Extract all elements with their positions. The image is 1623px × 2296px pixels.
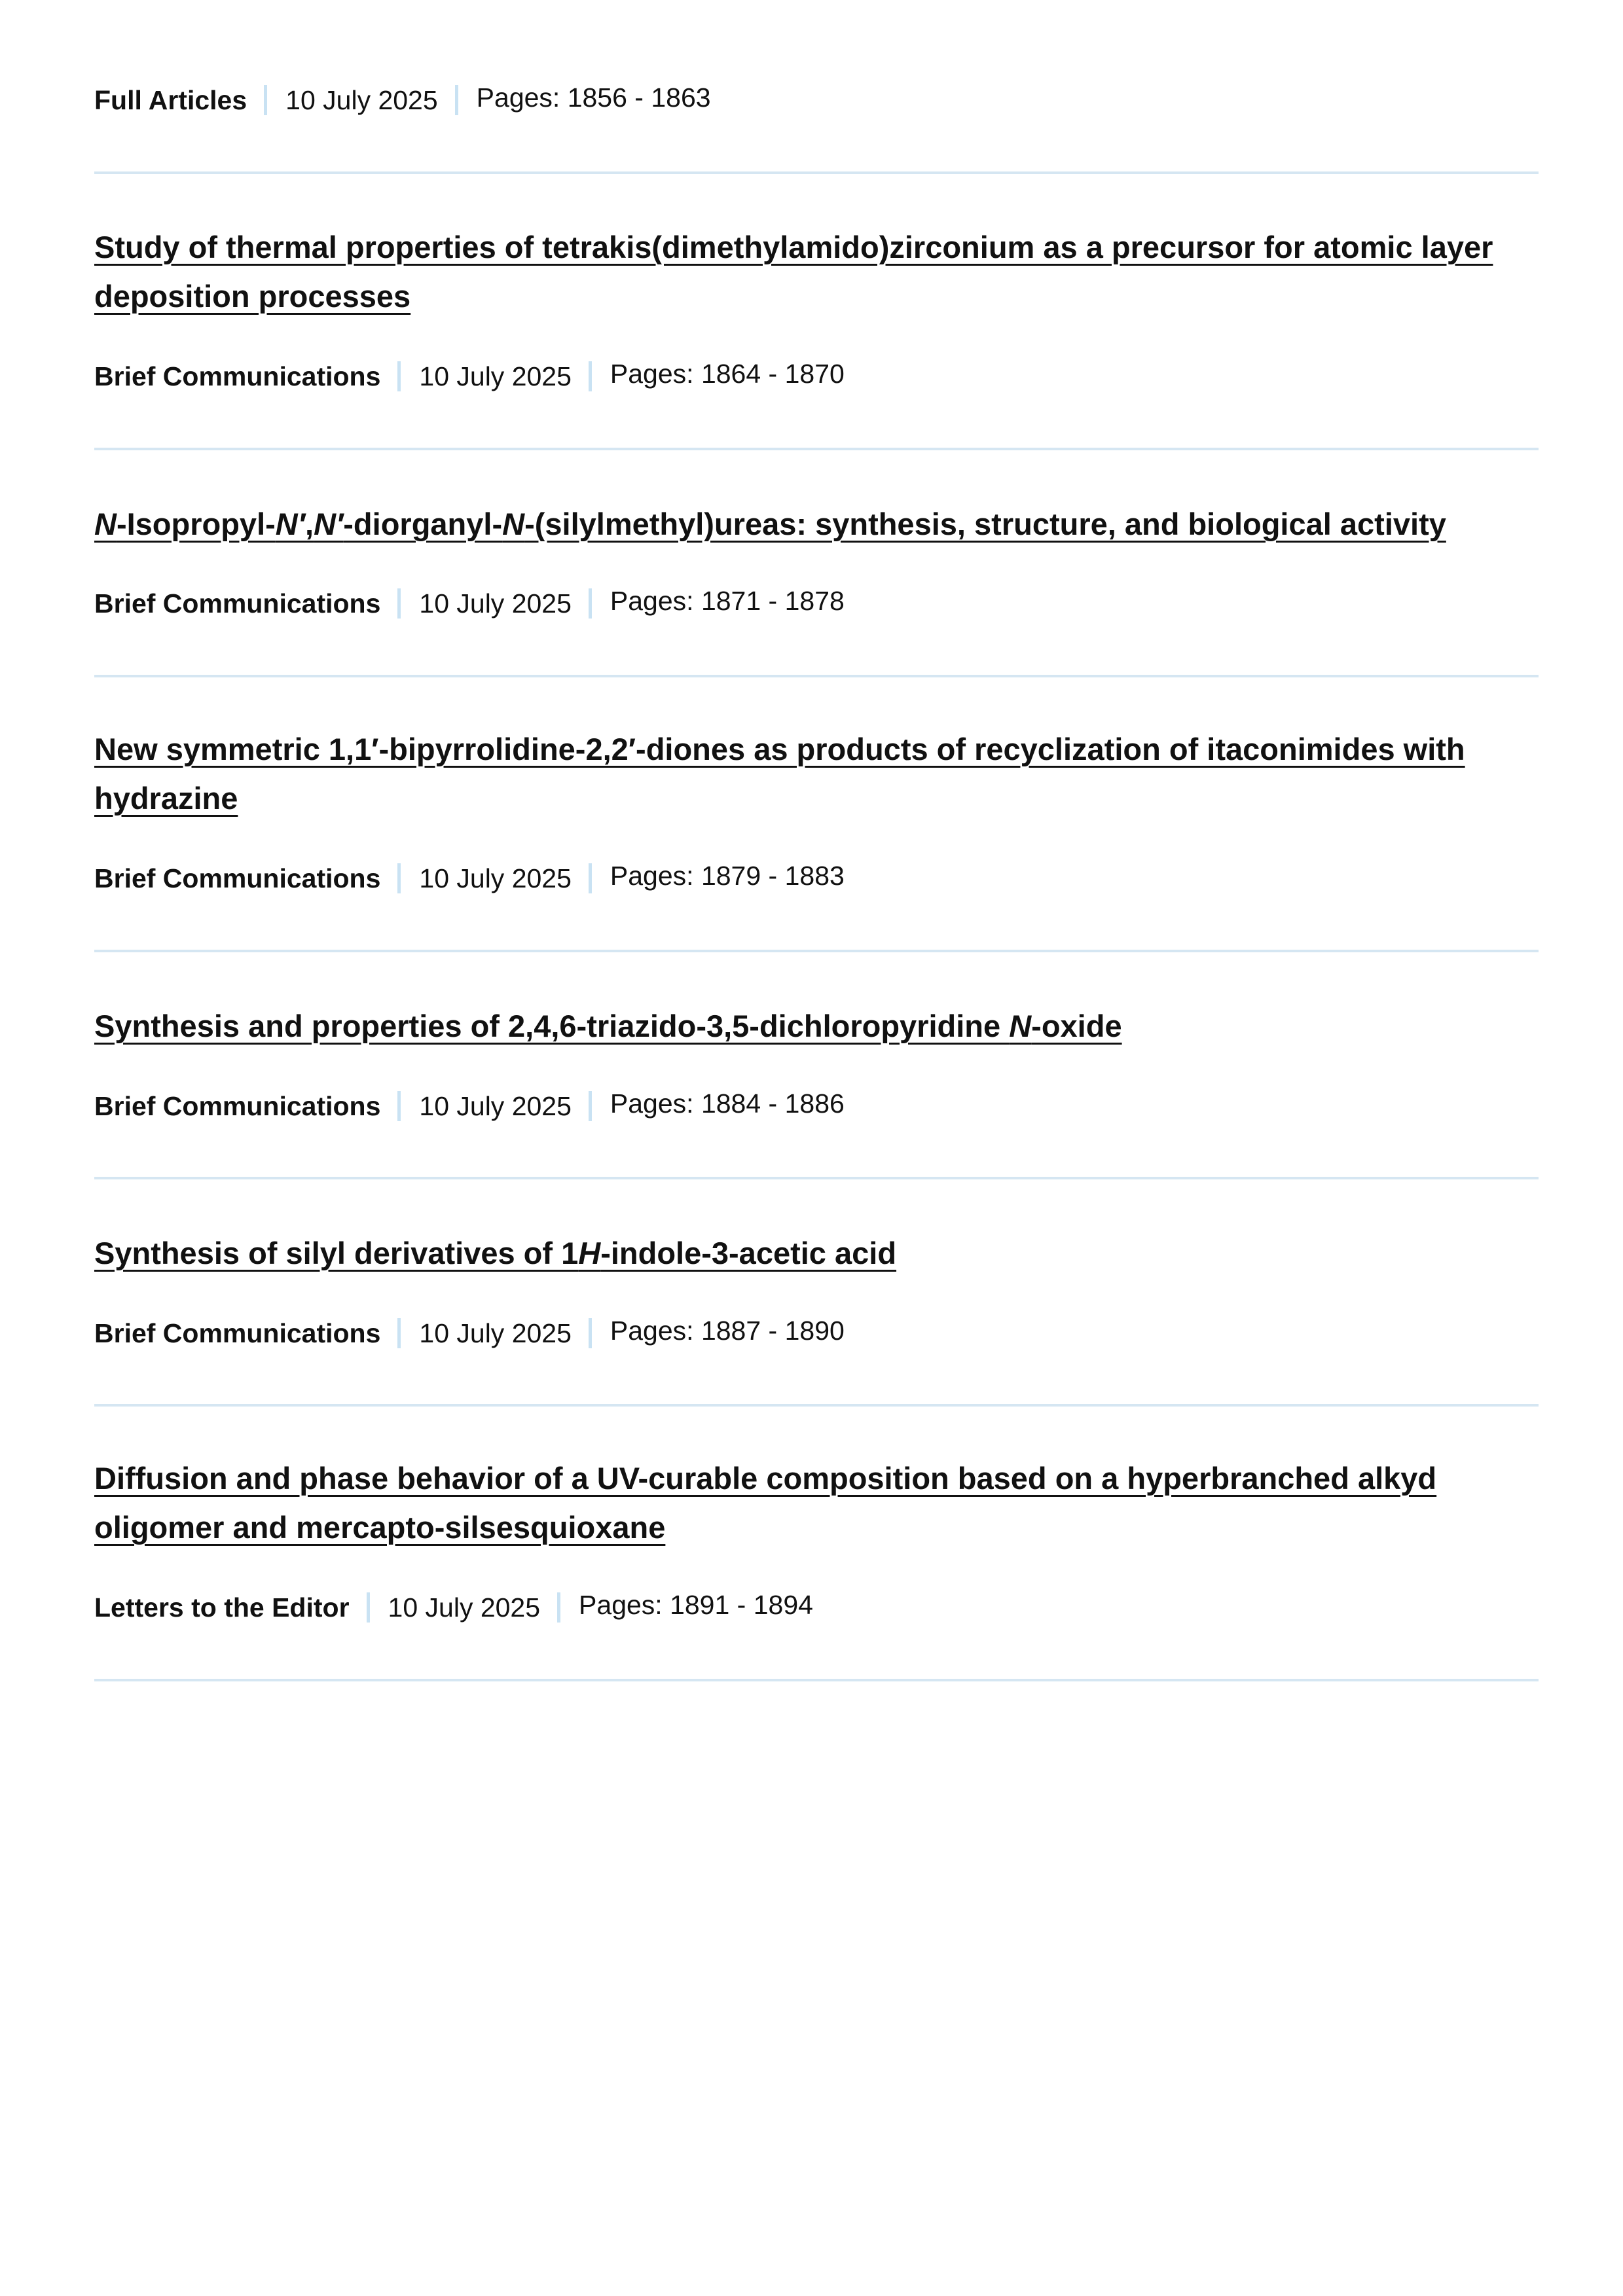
article-date: 10 July 2025	[419, 361, 572, 391]
article-title-link[interactable]	[94, 1236, 896, 1270]
title-italic-segment: N	[502, 507, 525, 541]
article-title	[94, 1229, 1539, 1278]
title-segment: -(silylmethyl)ureas: synthesis, structure, and biological activity	[524, 507, 1446, 541]
title-segment: ,	[305, 507, 314, 541]
article-title	[94, 499, 1539, 548]
article-pages: Pages: 1879 - 1883	[610, 860, 845, 891]
article-meta	[94, 81, 711, 120]
title-segment: Study of thermal properties of tetrakis(dimethylamido)zirconium as a precursor for atomic layer deposition processes	[94, 230, 1493, 314]
article-title-link[interactable]	[94, 230, 1493, 314]
article-pages: Pages: 1856 - 1863	[476, 82, 711, 113]
meta-separator	[397, 588, 401, 619]
meta-separator	[589, 1318, 592, 1348]
title-segment: -indole-3-acetic acid	[600, 1236, 897, 1270]
article-date: 10 July 2025	[285, 84, 438, 115]
title-italic-segment: N′	[275, 507, 305, 541]
meta-separator	[557, 1592, 560, 1623]
article-date: 10 July 2025	[419, 588, 572, 619]
article-title-link[interactable]	[94, 1461, 1436, 1545]
article-meta	[94, 357, 845, 396]
article-date: 10 July 2025	[419, 1090, 572, 1121]
meta-separator	[397, 1318, 401, 1348]
meta-separator	[589, 863, 592, 893]
article-title-link[interactable]	[94, 732, 1465, 816]
article-meta	[94, 1314, 845, 1353]
title-italic-segment: N′	[314, 507, 344, 541]
article-type: Brief Communications	[94, 588, 381, 619]
entry-divider	[94, 1679, 1539, 1681]
meta-separator	[264, 85, 267, 115]
entry-divider	[94, 1177, 1539, 1179]
article-title	[94, 725, 1539, 823]
article-date: 10 July 2025	[419, 1318, 572, 1348]
article-meta	[94, 1086, 845, 1126]
entry-divider	[94, 950, 1539, 952]
article-date: 10 July 2025	[419, 863, 572, 893]
article-title-link[interactable]	[94, 1009, 1122, 1043]
article-meta	[94, 584, 845, 623]
entry-divider	[94, 171, 1539, 174]
entry-divider	[94, 1404, 1539, 1407]
title-segment: -diorganyl-	[343, 507, 503, 541]
title-segment: -Isopropyl-	[116, 507, 276, 541]
article-type: Brief Communications	[94, 361, 381, 391]
article-pages: Pages: 1884 - 1886	[610, 1088, 845, 1119]
article-pages: Pages: 1891 - 1894	[579, 1589, 813, 1620]
article-title-link[interactable]	[94, 507, 1446, 541]
article-type: Brief Communications	[94, 1090, 381, 1121]
article-title	[94, 1001, 1539, 1050]
meta-separator	[589, 1091, 592, 1121]
title-italic-segment: N	[94, 507, 117, 541]
article-pages: Pages: 1871 - 1878	[610, 585, 845, 616]
meta-separator	[367, 1592, 370, 1623]
meta-separator	[397, 863, 401, 893]
title-segment: Diffusion and phase behavior of a UV-curable composition based on a hyperbranched alkyd oligomer and mercapto-silsesquioxane	[94, 1461, 1437, 1545]
title-italic-segment: H	[578, 1236, 601, 1270]
title-segment: New symmetric 1,1′-bipyrrolidine-2,2′-diones as products of recyclization of itaconimides with hydrazine	[94, 732, 1465, 816]
title-italic-segment: N	[1009, 1009, 1032, 1043]
article-pages: Pages: 1887 - 1890	[610, 1315, 845, 1346]
title-segment: -oxide	[1031, 1009, 1122, 1043]
meta-separator	[397, 361, 401, 391]
article-meta	[94, 859, 845, 898]
article-title	[94, 223, 1539, 321]
entry-divider	[94, 448, 1539, 450]
meta-separator	[397, 1091, 401, 1121]
article-meta	[94, 1588, 813, 1627]
meta-separator	[589, 361, 592, 391]
article-title	[94, 1454, 1539, 1552]
title-segment: Synthesis of silyl derivatives of 1	[94, 1236, 579, 1270]
article-date: 10 July 2025	[388, 1592, 541, 1623]
article-pages: Pages: 1864 - 1870	[610, 358, 845, 389]
entry-divider	[94, 675, 1539, 677]
title-segment: Synthesis and properties of 2,4,6-triazido-3,5-dichloropyridine	[94, 1009, 1010, 1043]
article-type: Letters to the Editor	[94, 1592, 350, 1623]
article-type: Brief Communications	[94, 863, 381, 893]
article-type: Full Articles	[94, 84, 247, 115]
meta-separator	[589, 588, 592, 619]
article-type: Brief Communications	[94, 1318, 381, 1348]
meta-separator	[455, 85, 458, 115]
